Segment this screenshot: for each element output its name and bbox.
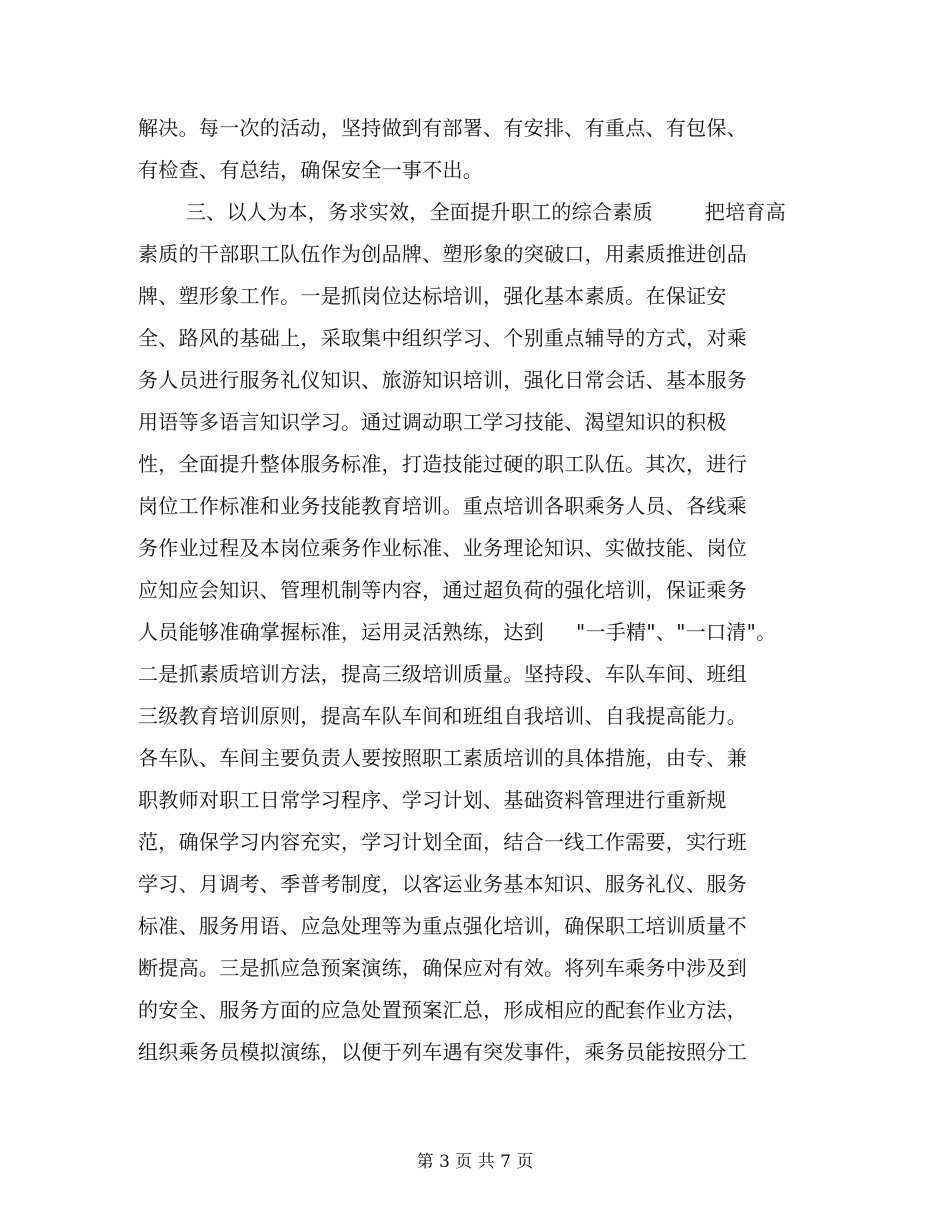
text-line: 组织乘务员模拟演练，以便于列车遇有突发事件，乘务员能按照分工 xyxy=(138,1040,747,1064)
text-line: 有检查、有总结，确保安全一事不出。 xyxy=(138,158,484,182)
text-line: 务作业过程及本岗位乘务作业标准、业务理论知识、实做技能、岗位 xyxy=(138,536,747,560)
text-line: 断提高。三是抓应急预案演练，确保应对有效。将列车乘务中涉及到 xyxy=(138,956,747,980)
text-line: 应知应会知识、管理机制等内容，通过超负荷的强化培训，保证乘务 xyxy=(138,578,747,602)
text-line: 学习、月调考、季普考制度，以客运业务基本知识、服务礼仪、服务 xyxy=(138,872,747,896)
text-line: 人员能够准确掌握标准，运用灵活熟练，达到 "一手精"、"一口清"。 xyxy=(138,620,777,644)
section-heading-line: 三、以人为本，务求实效，全面提升职工的综合素质 把培育高 xyxy=(186,200,787,224)
page-prefix: 第 xyxy=(416,1152,434,1172)
total-pages-number: 7 xyxy=(500,1152,511,1172)
text-line: 全、路风的基础上，采取集中组织学习、个别重点辅导的方式，对乘 xyxy=(138,326,747,350)
text-line: 各车队、车间主要负责人要按照职工素质培训的具体措施，由专、兼 xyxy=(138,746,747,770)
quoted-phrase: "一手精"、"一口清"。 xyxy=(576,620,777,644)
text-line: 职教师对职工日常学习程序、学习计划、基础资料管理进行重新规 xyxy=(138,788,727,812)
text-line: 的安全、服务方面的应急处置预案汇总，形成相应的配套作业方法， xyxy=(138,998,747,1022)
text-line: 牌、塑形象工作。一是抓岗位达标培训，强化基本素质。在保证安 xyxy=(138,284,727,308)
text-line: 三级教育培训原则，提高车队车间和班组自我培训、自我提高能力。 xyxy=(138,704,747,728)
text-line: 二是抓素质培训方法，提高三级培训质量。坚持段、车队车间、班组 xyxy=(138,662,747,686)
page-suffix: 页 xyxy=(516,1152,534,1172)
text-line: 标准、服务用语、应急处理等为重点强化培训，确保职工培训质量不 xyxy=(138,914,747,938)
text-line: 性，全面提升整体服务标准，打造技能过硬的职工队伍。其次，进行 xyxy=(138,452,747,476)
section-heading: 三、以人为本，务求实效，全面提升职工的综合素质 xyxy=(186,200,653,224)
text-line: 解决。每一次的活动，坚持做到有部署、有安排、有重点、有包保、 xyxy=(138,116,747,140)
text-line: 务人员进行服务礼仪知识、旅游知识培训，强化日常会话、基本服务 xyxy=(138,368,747,392)
page-footer xyxy=(0,1150,950,1174)
current-page-number: 3 xyxy=(439,1152,450,1172)
text-line: 素质的干部职工队伍作为创品牌、塑形象的突破口，用素质推进创品 xyxy=(138,242,747,266)
text-line: 用语等多语言知识学习。通过调动职工学习技能、渴望知识的积极 xyxy=(138,410,727,434)
text-line: 范，确保学习内容充实，学习计划全面，结合一线工作需要，实行班 xyxy=(138,830,747,854)
text-line: 岗位工作标准和业务技能教育培训。重点培训各职乘务人员、各线乘 xyxy=(138,494,747,518)
page-middle: 页 共 xyxy=(455,1152,495,1172)
